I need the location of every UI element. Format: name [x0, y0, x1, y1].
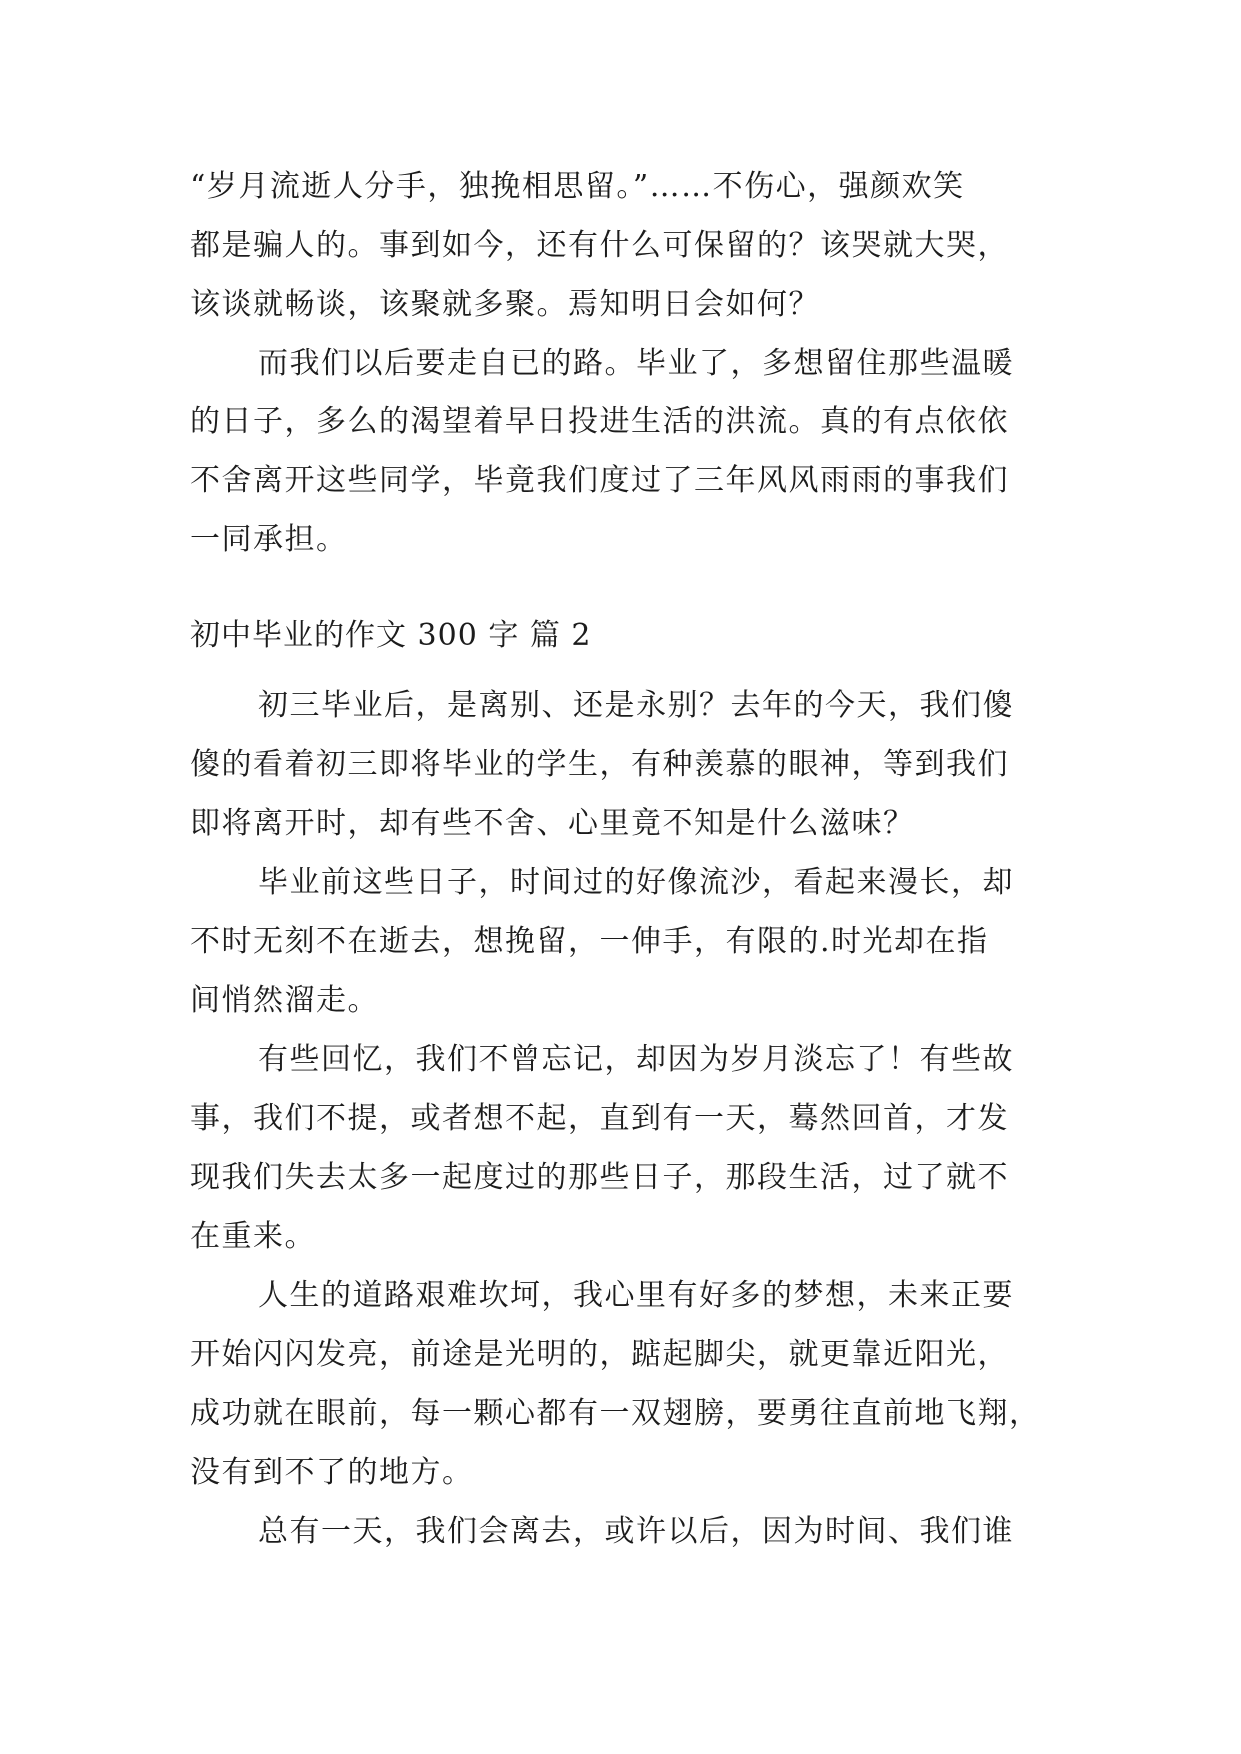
- paragraph-line: 间悄然溜走。: [190, 983, 379, 1018]
- paragraph-line: 事，我们不提，或者想不起，直到有一天，蓦然回首，才发: [190, 1101, 1009, 1136]
- paragraph-line: 不舍离开这些同学，毕竟我们度过了三年风风雨雨的事我们: [190, 463, 1009, 498]
- paragraph-line: 而我们以后要走自已的路。毕业了，多想留住那些温暖: [258, 346, 1014, 381]
- paragraph-line: “岁月流逝人分手，独挽相思留。”……不伤心，强颜欢笑: [190, 169, 965, 204]
- paragraph-line: 现我们失去太多一起度过的那些日子，那段生活，过了就不: [190, 1160, 1009, 1195]
- paragraph-line: 开始闪闪发亮，前途是光明的，踮起脚尖，就更靠近阳光，: [190, 1337, 1009, 1372]
- paragraph-line: 都是骗人的。事到如今，还有什么可保留的？该哭就大哭，: [190, 228, 1009, 263]
- paragraph-line: 没有到不了的地方。: [190, 1455, 474, 1490]
- paragraph-line: 初三毕业后，是离别、还是永别？去年的今天，我们傻: [258, 688, 1014, 723]
- paragraph-line: 毕业前这些日子，时间过的好像流沙，看起来漫长，却: [258, 865, 1014, 900]
- paragraph-line: 即将离开时，却有些不舍、心里竟不知是什么滋味？: [190, 806, 915, 841]
- paragraph-line: 的日子，多么的渴望着早日投进生活的洪流。真的有点依依: [190, 404, 1009, 439]
- paragraph-line: 有些回忆，我们不曾忘记，却因为岁月淡忘了！有些故: [258, 1042, 1014, 1077]
- paragraph-line: 该谈就畅谈，该聚就多聚。焉知明日会如何？: [190, 287, 820, 322]
- paragraph-line: 在重来。: [190, 1219, 316, 1254]
- paragraph-line: 傻的看着初三即将毕业的学生，有种羡慕的眼神，等到我们: [190, 747, 1009, 782]
- paragraph-line: 不时无刻不在逝去，想挽留，一伸手，有限的.时光却在指: [190, 924, 989, 959]
- section-heading: 初中毕业的作文 300 字 篇 2: [190, 618, 592, 653]
- paragraph-line: 一同承担。: [190, 522, 348, 557]
- paragraph-line: 成功就在眼前，每一颗心都有一双翅膀，要勇往直前地飞翔，: [190, 1396, 1041, 1431]
- paragraph-line: 总有一天，我们会离去，或许以后，因为时间、我们谁: [258, 1514, 1014, 1549]
- paragraph-line: 人生的道路艰难坎坷，我心里有好多的梦想，未来正要: [258, 1278, 1014, 1313]
